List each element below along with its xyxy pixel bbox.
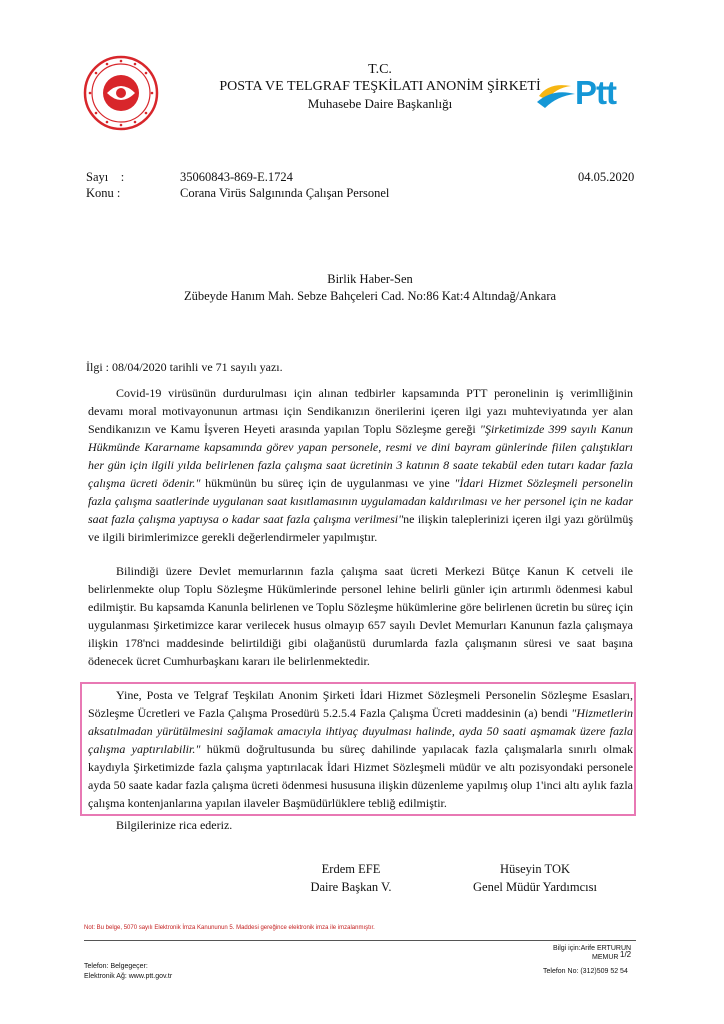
e-signature-note: Not: Bu belge, 5070 sayılı Elektronik İmza Kanununun 5. Maddesi gereğince elektronik imza ile imzalanmıştır. <box>84 925 375 931</box>
sayi-label: Sayı : <box>86 170 125 184</box>
page-number: 1/2 <box>620 950 632 959</box>
footer-telefon: Telefon: Belgegeçer: <box>84 963 148 970</box>
official-seal-logo <box>83 55 159 131</box>
header-department: Muhasebe Daire Başkanlığı <box>307 96 453 111</box>
footer-info-contact: Bilgi için:Arife ERTURUN <box>553 945 632 952</box>
paragraph-2: Bilindiği üzere Devlet memurlarının fazla çalışma saat ücreti Merkezi Bütçe Kanun K cetveli ile belirlenmekte olup Toplu Sözleşme Hükümlerinde personel lehine belirli günler için artırımlı ödenmesi kabul edilmiştir. Bu kapsamda Kanunla belirlenen ve Toplu Sözleşme hükümlerine göre belirlenen ücretin bu süreç için uygulanması Şirketimizce karar verilecek husus olmayıp 657 sayılı Devlet Memurları Kanunun fazla çalışmaya ilişkin 178'nci maddesinde belirtildiği gibi olağanüstü durumlarda fazla çalışmanın süresi ve saat başına ödenecek ücret Cumhurbaşkanı kararı ile belirlenmektedir. <box>88 564 633 668</box>
document-date: 04.05.2020 <box>578 170 635 184</box>
p3-text-c: hükmü doğrultusunda bu süreç dahilinde yapılacak fazla çalışmalarla sınırlı olmak kaydıyla Şirketimizde fazla çalışma yaptırılacak İdari Hizmet Sözleşmeli müdür ve altı pozisyondaki personele ayda 50 saate kadar fazla çalışma ücreti ödenmesi hususuna ilişkin düzenleme yapılmış olup 1'inci altı aylık fazla çalışma kontenjanlarına yapılan ilaveler Başmüdürlüklere tebliğ edilmiştir. <box>88 742 633 810</box>
p1-quote-2: "İdari Hizmet Sözleşmeli personelin fazla çalışma saatlerinde uygulanan saat kısıtlamasının uygulamadan kaldırılması ve her personel için ne kadar saat fazla çalışma yaptıysa o kadar saat fazla çalışma verilmesi" <box>88 476 633 526</box>
ptt-logo <box>535 72 645 116</box>
konu-value: Corana Virüs Salgınında Çalışan Personel <box>180 186 390 200</box>
header-tc: T.C. <box>368 62 392 77</box>
p1-text-c: hükmünün bu süreç için de uygulanması ve yine <box>200 476 455 490</box>
konu-label: Konu : <box>86 186 121 200</box>
recipient-address: Zübeyde Hanım Mah. Sebze Bahçeleri Cad. No:86 Kat:4 Altındağ/Ankara <box>183 289 557 303</box>
signature-2-name: Hüseyin TOK <box>499 862 571 876</box>
footer-web: Elektronik Ağ: www.ptt.gov.tr <box>84 973 173 980</box>
paragraph-3 <box>88 686 633 812</box>
sayi-value: 35060843-869-E.1724 <box>180 170 293 184</box>
p1-quote-1: "Şirketimizde 399 sayılı Kanun Hükmünde Kararname kapsamında görev yapan personele, resmi ve dini bayram günlerinde fiilen çalıştıkları her gün için ilgili yılda belirlenen fazla çalışma saat ücretinin 3 katının 8 saate tekabül eden tutarı kadar fazla çalışma ücreti ödenir." <box>88 422 633 490</box>
signature-1-title: Daire Başkan V. <box>310 880 392 894</box>
p3-text-a: Yine, Posta ve Telgraf Teşkilatı Anonim Şirketi İdari Hizmet Sözleşmeli Personelin Sözleşme Esasları, Sözleşme Ücretleri ve Fazla Çalışma Prosedürü 5.2.5.4 Fazla Çalışma Ücreti maddesinin (a) bendi <box>88 688 633 720</box>
paragraph-1 <box>88 384 633 546</box>
ptt-swoosh-icon <box>535 74 577 114</box>
signature-1-name: Erdem EFE <box>321 862 381 876</box>
closing-text: Bilgilerinize rica ederiz. <box>116 818 233 832</box>
signature-2-title: Genel Müdür Yardımcısı <box>473 880 597 894</box>
p1-text-e: ne ilişkin taleplerinizi içeren ilgi yazı görülmüş ve ilgili birimlerimizce gerekli değerlendirmeler yapılmıştır. <box>88 512 633 544</box>
recipient-name: Birlik Haber-Sen <box>327 272 413 286</box>
p1-text-a: Covid-19 virüsünün durdurulması için alınan tedbirler kapsamında PTT peronelinin iş verimlliğinin devamı moral motivayonunun artması için Sendikanızın önerilerini içeren ilgi yazı muhteviyatında yer alan Sendikanızın ve Kamu İşveren Heyeti arasında yapılan Toplu Sözleşme gereği <box>88 386 633 436</box>
p3-quote: "Hizmetlerin aksatılmadan yürütülmesini sağlamak amacıyla ihtiyaç duyulması halinde, ayda 50 saati aşmamak üzere fazla çalışma yaptırılabilir." <box>88 706 633 756</box>
header-company: POSTA VE TELGRAF TEŞKİLATI ANONİM ŞİRKETİ <box>219 79 541 94</box>
ilgi-reference: İlgi : 08/04/2020 tarihli ve 71 sayılı yazı. <box>86 360 283 374</box>
footer-phone: Telefon No: (312)509 52 54 <box>543 968 628 975</box>
ptt-logo-text: Ptt <box>575 74 616 111</box>
footer-info-title: MEMUR <box>592 954 619 961</box>
footer-divider <box>84 940 636 941</box>
